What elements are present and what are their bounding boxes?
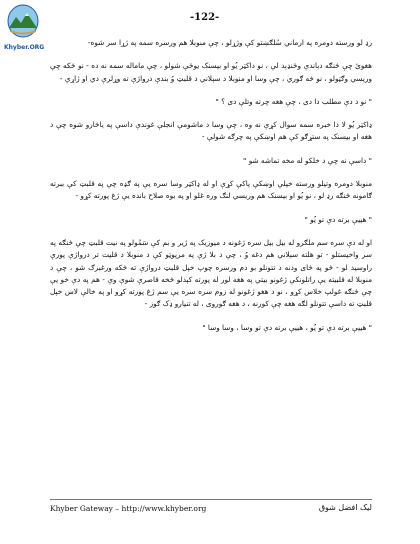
mountain-logo-icon xyxy=(6,4,40,48)
paragraph: ډاکټر يُو لا دا خبره سمه سوال کړې نه وه ، چې وسا د ماشومې انجلې غوندې داسې په ياڅارو شوه چې د هغه او بيسنک په ستړګو کې هم اوښکې په چرګه شولې - xyxy=(50,120,372,142)
footer-site-link[interactable]: Khyber Gateway – http://www.khyber.org xyxy=(50,504,207,513)
dialogue-line: " داسې نه چې د خلکو له مخه تماشه شو " xyxy=(243,155,372,165)
khyber-logo xyxy=(6,4,40,48)
dialogue-line: " نو د دې مطلب دا دی ، چې هغه چرته وتلې دی ؟ " xyxy=(215,96,372,106)
page-number: -122- xyxy=(190,12,220,23)
footer-divider xyxy=(50,499,372,500)
logo-caption: Khyber.ORG xyxy=(4,44,45,51)
footer-author: ليک افضل شوق xyxy=(318,503,372,512)
paragraph: رډ لو ورسته دومره په ارماني سُلګښتو کې وژړلو ، چې منوبلا هم ورسره سمه په ژړا سر شوه- xyxy=(87,38,372,47)
document-body xyxy=(50,37,372,345)
dialogue-line: " هييې برته دې تو يُو " xyxy=(304,214,372,224)
dialogue-line: " هييې برته دې تو يُو ، هييې برته دې تو وسا ، وسا وسا " xyxy=(202,322,372,332)
paragraph: منوبلا دومره وتيلو ورسته خپلې اوښکې پاکې کړې او له ډاکټر وسا سره يې په ګډه چې په قلبټ کې ببرته ګامونه څنګه رډ لو ، نو يُو او بيسنک هم وريسي لنګ وره غلو او په بوه صلاح بانده يې ژغ پورته کړو - xyxy=(50,179,372,201)
paragraph: هغوئ چې څنګه دباندې وځنډېد لې ، نو داکټر يُو او بيسنک يوځې شولو ، چې ماماله سمه نه ده - نو څکه چې وريسي وګټولو ، نو څه ګوري ، چې وسا او منوبلا د سېلاني د قلبټ وُ بندې درواژې ته وړلرې دي او ژاړي - xyxy=(50,61,372,83)
paragraph: او له دې سره سم ملګرو له بيل بيل سره ژغونه د ميوزيک په ژير و بم کې سَمُولو په نيت قلبټ چې څنګه په سر واخيستلو - تو هلته سېلاني هم دغه وُ ، چې د بلا ژې په مرپوټو کې د منوبلا د قليت تر درواژې پورې راوسيد لو - څو په څای ودنه د تتونلو بو دم ورسره چوپ خپل قلبټ درواژې ته څکه ورغبرګ شو ، چې د منوبلا له قلبيته يې راتلونکې ژغونو بيتي په هغه لور له پورته کېدلو څخه قاصرې شوې وې - هم په دې خو يې چې څنګه غولپ خلاس کړو ، نو د هغو ژغونو له زوم سره سره يې سم ژغ پورته کړو او په خالې لاس خپل قلبټ ته داسې تتونلو لګه هغه چې کورنه ، د هغه ګوروی ، له تنيارو ډک ګوز - xyxy=(50,237,372,309)
